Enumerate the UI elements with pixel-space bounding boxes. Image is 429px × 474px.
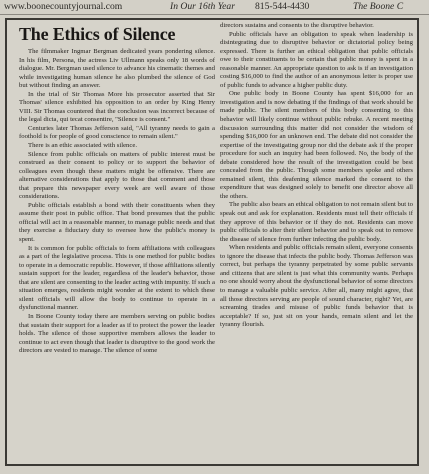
- paragraph: Public officials establish a bond with their constituents when they assume their post in public office. That bond presumes that the public official will act in a reasonable manner, to manage public needs and that they exercise a fiduciary duty to oversee how the public's money is spent.: [19, 201, 215, 244]
- paragraph: directors sustains and consents to the disruptive behavior.: [220, 22, 374, 29]
- header-phone: 815-544-4430: [255, 1, 310, 12]
- header-year: In Our 16th Year: [170, 1, 235, 12]
- paragraph: Silence from public officials on matters of public interest must be construed as their consent to policy or to support the behavior of colleagues even though these matters might be offensive. There are alternative considerations that apply to those that comment and those that prepare this newspaper every week are well aware of those considerations.: [19, 150, 215, 201]
- article-right-column: [220, 22, 413, 463]
- paragraph: When residents and public officials remain silent, everyone consents to ignore the disease that infects the public body. Thomas Jefferson was correct, but perhaps the tyranny perpetrated by some public servants and citizens that are silent is just what this community wants. Perhaps no one should worry about the dysfunctional behavior of some directors to manage a valuable public service. After all, many might agree, that all those directors serving are people of sound character, right? Yet, are screaming tirades and misuse of public funds behavior that is acceptable? If so, just sit on your hands, remain silent and let the tyranny flourish.: [220, 244, 413, 329]
- article-left-column: [19, 48, 215, 463]
- article-box: [5, 18, 419, 466]
- paragraph: In the trial of Sir Thomas More his prosecutor asserted that Sir Thomas' silence exhibited his opposition to an order by King Henry VIII. Sir Thomas countered that the conclusion was incorrect because of the legal dicta, qui tecat consentire, "Silence is consent.": [19, 90, 215, 124]
- header-url[interactable]: www.boonecountyjournal.com: [4, 1, 123, 12]
- paragraph: In Boone County today there are members serving on public bodies that sustain their support for a leader as if to protect the power the leader holds. The silence of those supportive members allows the leader to continue to act even though that leader is disruptive to the good work the directors are vested to manage. The silence of some: [19, 312, 215, 355]
- paragraph: Public officials have an obligation to speak when leadership is disintegrating due to disruptive behavior or dictatorial policy being expressed. There is further an ethical obligation that public officials owe to their constituents to be certain that public money is spent in a reasonable manner. An appropriate question to ask is if an investigation costing $16,000 to find the author of an anonymous letter is proper use of public funds to advance a higher public duty.: [220, 30, 413, 89]
- header-paper-name: The Boone C: [353, 1, 404, 12]
- paragraph: The public also bears an ethical obligation to not remain silent but to speak out and ask for explanation. Residents must tell their officials if they approve of this behavior or if they do not. Residents can move public officials to alter their silent behavior and to speak out to remove the disease of silence from further infecting the public body.: [220, 201, 413, 243]
- article-title: The Ethics of Silence: [19, 24, 176, 44]
- paragraph: There is an ethic associated with silence.: [28, 142, 138, 150]
- page-header: [0, 0, 429, 15]
- paragraph: Centuries later Thomas Jefferson said, "All tyranny needs to gain a foothold is for people of good conscience to remain silent.": [19, 124, 215, 141]
- paragraph: It is common for public officials to form affiliations with colleagues as a part of the legislative process. This is one method for public bodies to operate in a democratic republic. However, if those affiliations silently sustain support for the leader, regardless of the leader's behavior, those that are silent are consenting to the leader acting with impunity. If such a situation emerges, residents might wonder at the extent to which these silent officials will allow the body to continue to operate in a dysfunctional manner.: [19, 244, 215, 312]
- paragraph: One public body in Boone County has spent $16,000 for an investigation and is now debating if the findings of that work should be made public. The silent members of this body consenting to this behavior will likely continue without public rebuke. A recent meeting discussion surrounding this matter did not consider the wisdom of spending $16,000 for an unknown end. The debate did not consider the expertise of the investigating group nor did the debate ask if the proper procedure for such an inquiry had been followed. No, the body of the debate considered how the result of the investigation could be best concealed from the public. Though some members spoke and others remained silent, this deafening silence marked the consent to the expenditure that was designed solely to benefit one director above all the others.: [220, 90, 413, 200]
- paragraph: The filmmaker Ingmar Bergman dedicated years pondering silence. In his film, Persona, the actress Liv Ullmann speaks only 18 words of dialogue. Mr. Bergman used silence to advance his cinematic themes and while investigating human silence he also plumbed the silence of God but without finding an answer.: [19, 48, 215, 90]
